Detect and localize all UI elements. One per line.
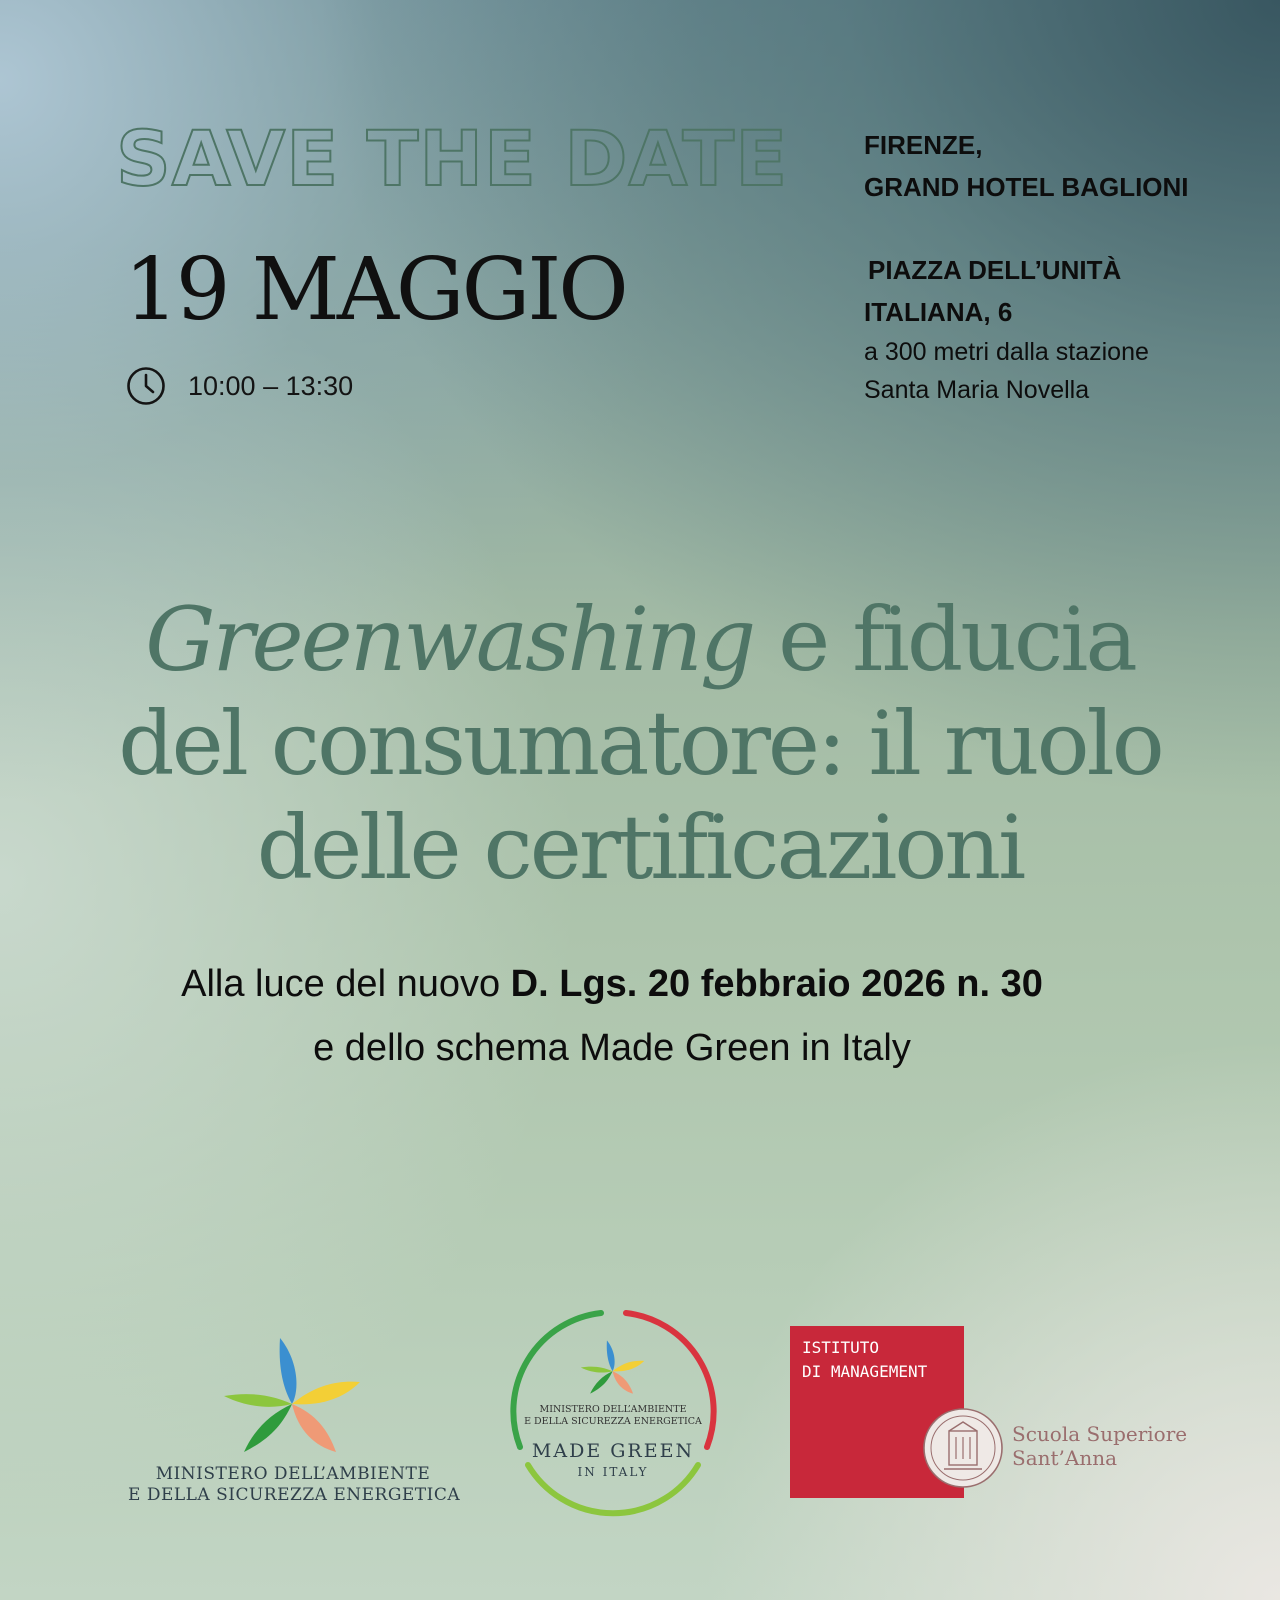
event-subtitle bbox=[0, 952, 1224, 1080]
event-time-row bbox=[126, 366, 353, 406]
title-line2: del consumatore: il ruolo bbox=[118, 692, 1162, 795]
venue-note-line2: Santa Maria Novella bbox=[864, 376, 1090, 404]
made-green-brand: MADE GREEN bbox=[531, 1440, 695, 1462]
ministry-logo bbox=[128, 1330, 461, 1506]
event-time: 10:00 – 13:30 bbox=[188, 370, 354, 401]
made-green-brand-sub: IN ITALY bbox=[577, 1465, 649, 1479]
clock-icon bbox=[126, 366, 166, 406]
made-green-star-icon bbox=[578, 1335, 648, 1399]
title-italic-word: Greenwashing bbox=[145, 588, 754, 691]
istituto-management-text bbox=[802, 1336, 927, 1384]
venue-block bbox=[864, 124, 1264, 409]
scuola-line1: Scuola Superiore bbox=[1012, 1422, 1188, 1446]
istituto-line1: ISTITUTO bbox=[802, 1338, 880, 1357]
title-line1 bbox=[0, 588, 1280, 692]
venue-city: FIRENZE, bbox=[864, 130, 983, 160]
istituto-line2: DI MANAGEMENT bbox=[802, 1362, 928, 1381]
title-line1-rest: e fiducia bbox=[753, 588, 1135, 691]
ministry-name-line2: E DELLA SICUREZZA ENERGETICA bbox=[128, 1485, 461, 1505]
subtitle-line2: e dello schema Made Green in Italy bbox=[313, 1027, 911, 1069]
venue-note-line1: a 300 metri dalla stazione bbox=[864, 338, 1149, 366]
venue-address-line2: ITALIANA, 6 bbox=[864, 297, 1013, 327]
scuola-superiore-name bbox=[1012, 1422, 1187, 1470]
ministry-name-line1: MINISTERO DELL’AMBIENTE bbox=[155, 1464, 431, 1484]
venue-address-line1: PIAZZA DELL’UNITÀ bbox=[868, 255, 1122, 285]
scuola-line2: Sant’Anna bbox=[1012, 1446, 1118, 1470]
ministry-star-icon bbox=[218, 1330, 368, 1460]
subtitle-prefix: Alla luce del nuovo bbox=[181, 963, 511, 1005]
made-green-ministry-text bbox=[506, 1404, 720, 1428]
event-date: 19 MAGGIO bbox=[124, 240, 626, 340]
subtitle-decree: D. Lgs. 20 febbraio 2026 n. 30 bbox=[510, 963, 1043, 1005]
save-the-date-heading: SAVE THE DATE bbox=[116, 114, 789, 203]
made-green-ministry-line2: E DELLA SICUREZZA ENERGETICA bbox=[524, 1416, 702, 1427]
subtitle-line1 bbox=[0, 952, 1224, 1016]
title-line3: delle certificazioni bbox=[256, 796, 1024, 899]
made-green-in-italy-logo bbox=[506, 1305, 720, 1519]
venue-hotel: GRAND HOTEL BAGLIONI bbox=[864, 172, 1189, 202]
event-title bbox=[0, 588, 1280, 900]
scuola-seal-icon bbox=[922, 1407, 1004, 1489]
made-green-ministry-line1: MINISTERO DELL’AMBIENTE bbox=[539, 1404, 687, 1415]
